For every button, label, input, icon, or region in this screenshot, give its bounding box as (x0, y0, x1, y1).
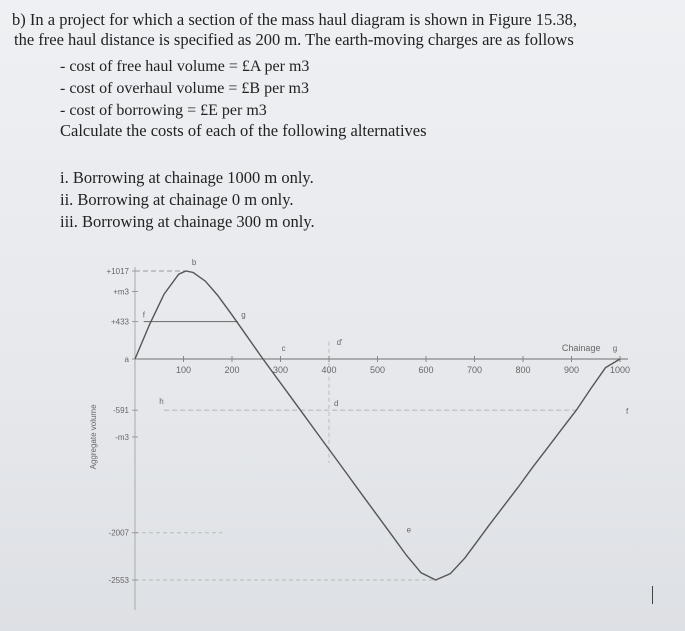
instruction-line: Calculate the costs of each of the following alternatives (60, 121, 427, 140)
x-tick-label-300: 300 (272, 365, 289, 376)
y-tick-label-4: -591 (112, 406, 129, 416)
alternative-1: i. Borrowing at chainage 1000 m only. (60, 168, 314, 187)
y-tick-label-7: -2553 (108, 576, 129, 585)
annotation-1-f: f (142, 310, 145, 320)
x-tick-label-600: 600 (418, 365, 434, 376)
x-tick-label-900: 900 (563, 365, 580, 376)
diagram-curve-layer (135, 271, 620, 580)
annotation-4-dx: d' (336, 338, 343, 348)
question-line-1: b) In a project for which a section of the mass haul diagram is shown in Figure 15.38, (12, 10, 577, 29)
mass-haul-curve (135, 271, 620, 580)
annotation-end-f: f (626, 407, 629, 417)
annotation-5-d: d (334, 399, 339, 409)
x-tick-label-200: 200 (224, 365, 240, 376)
annotation-0-b: b (191, 258, 197, 267)
x-tick-label-800: 800 (515, 365, 531, 376)
mass-haul-diagram (0, 240, 685, 631)
charge-free-haul: - cost of free haul volume = £A per m3 (60, 58, 310, 75)
text-cursor (652, 586, 653, 604)
diagram-grid (132, 267, 631, 610)
question-line-2: the free haul distance is specified as 200 m. The earth-moving charges are as follows (14, 30, 574, 49)
annotation-9-g: g (612, 344, 618, 354)
x-tick-label-500: 500 (369, 365, 386, 376)
x-tick-label-700: 700 (466, 365, 483, 376)
charge-borrowing: - cost of borrowing = £E per m3 (60, 102, 267, 119)
annotation-7-h: h (159, 397, 164, 407)
annotation-3-c: c (281, 344, 286, 354)
alternative-3: iii. Borrowing at chainage 300 m only. (60, 212, 315, 231)
y-tick-label-2: +433 (110, 317, 129, 327)
charge-overhaul: - cost of overhaul volume = £B per m3 (60, 80, 309, 97)
y-tick-label-0: +1017 (106, 267, 129, 276)
x-tick-label-100: 100 (175, 365, 192, 376)
y-tick-label-6: -2007 (108, 528, 129, 538)
x-tick-label-1000: 1000 (609, 365, 631, 376)
alternative-2: ii. Borrowing at chainage 0 m only. (60, 190, 294, 209)
x-tick-label-400: 400 (321, 365, 337, 376)
annotation-6-e: e (406, 525, 412, 535)
y-tick-label-5: -m3 (115, 432, 129, 442)
y-axis-title: Aggregate volume (89, 404, 98, 470)
x-axis-title: Chainage (561, 343, 601, 354)
y-tick-label-1: +m3 (113, 287, 129, 297)
y-tick-label-3: a (124, 355, 129, 365)
diagram-labels (89, 258, 630, 585)
annotation-2-g: g (241, 310, 246, 320)
